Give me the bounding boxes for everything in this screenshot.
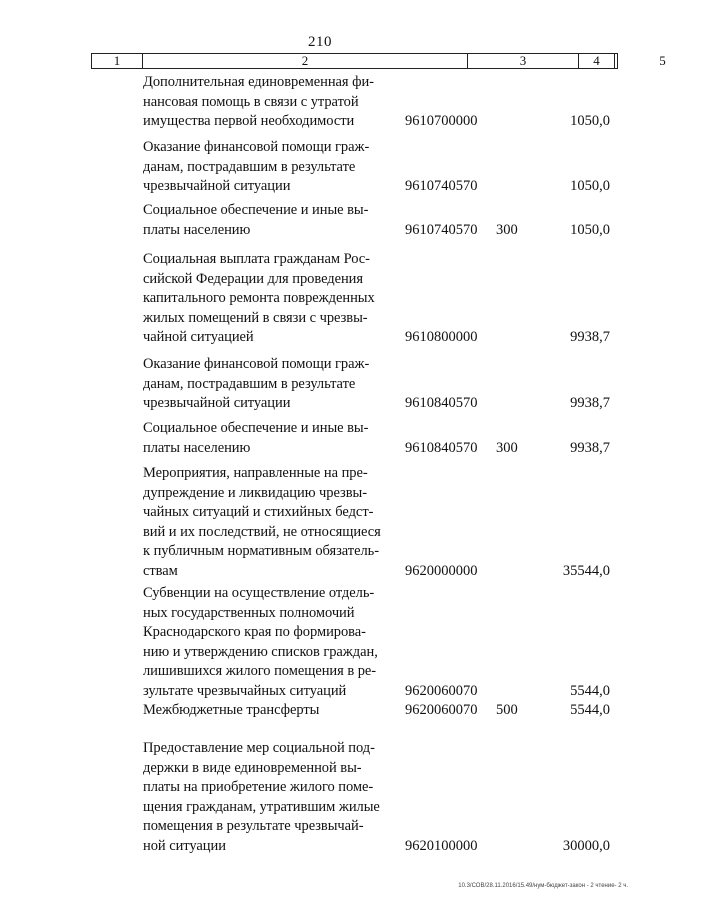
row-name-line: Социальная выплата гражданам Рос- <box>143 251 370 267</box>
row-name-line: Социальное обеспечение и иные вы- <box>143 202 369 218</box>
row-name-line: жилых помещений в связи с чрезвы- <box>143 309 368 326</box>
row-name-line: Оказание финансовой помощи граж- <box>143 139 370 155</box>
table-row <box>0 701 640 721</box>
row-expense-type: 300 <box>496 221 518 238</box>
row-name-line: Краснодарского края по формирова- <box>143 624 366 640</box>
row-amount: 5544,0 <box>570 682 610 699</box>
row-name <box>143 464 393 581</box>
row-name-line: Мероприятия, направленные на пре- <box>143 465 368 481</box>
row-name-line: к публичным нормативным обязатель- <box>143 543 379 559</box>
row-name-line: данам, пострадавшим в результате <box>143 375 356 392</box>
row-name <box>143 73 393 132</box>
row-amount: 1050,0 <box>570 113 610 129</box>
row-name-line: помещения в результате чрезвычай- <box>143 818 364 834</box>
row-name-line: ствам <box>143 562 178 579</box>
footer-doc-id: 10.3/СОВ/28.11.2016/15.49/нум-бюджет-закон - 2 чтение- 2 ч. <box>458 883 628 889</box>
row-amount: 1050,0 <box>570 178 610 194</box>
row-name-line: чайных ситуаций и стихийных бедст- <box>143 504 374 520</box>
header-col-1: 1 <box>113 53 121 68</box>
table-header-row <box>91 53 666 69</box>
row-amount: 9938,7 <box>570 395 610 411</box>
row-name-line: Оказание финансовой помощи граж- <box>143 356 370 372</box>
row-name-line: платы на приобретение жилого поме- <box>143 779 374 795</box>
row-name-line: Межбюджетные трансферты <box>143 702 320 718</box>
row-name <box>143 701 393 721</box>
row-name-line: нию и утверждению списков граждан, <box>143 643 378 660</box>
row-amount: 30000,0 <box>562 837 610 854</box>
row-code: 9610840570 <box>405 439 478 456</box>
row-name-line: платы населению <box>143 439 251 456</box>
row-name <box>143 419 393 458</box>
page-number: 210 <box>308 34 332 50</box>
row-code: 9620060070 <box>405 682 478 699</box>
table-row <box>0 250 640 348</box>
row-name-line: Дополнительная единовременная фи- <box>143 74 374 90</box>
row-amount: 9938,7 <box>570 329 610 345</box>
row-name-line: ных государственных полномочий <box>143 604 355 621</box>
row-code: 9620000000 <box>405 562 478 579</box>
row-name-line: щения гражданам, утратившим жилые <box>143 798 380 815</box>
table-row <box>0 419 640 458</box>
table-row <box>0 201 640 240</box>
row-name-line: платы населению <box>143 221 251 238</box>
row-amount: 1050,0 <box>570 221 610 238</box>
row-name-line: лишившихся жилого помещения в ре- <box>143 663 377 679</box>
row-amount: 35544,0 <box>562 562 610 579</box>
row-name <box>143 739 393 856</box>
row-name-line: капитального ремонта поврежденных <box>143 290 375 306</box>
row-name-line: данам, пострадавшим в результате <box>143 158 356 175</box>
row-expense-type: 500 <box>496 702 518 718</box>
row-name-line: Социальное обеспечение и иные вы- <box>143 420 369 436</box>
table-row <box>0 739 640 856</box>
row-code: 9610740570 <box>405 178 478 194</box>
table-row <box>0 584 640 701</box>
row-name-line: чайной ситуацией <box>143 329 254 345</box>
row-name-line: вий и их последствий, не относящиеся <box>143 523 381 540</box>
table-row <box>0 138 640 197</box>
header-col-4: 4 <box>593 53 600 68</box>
row-name-line: зультате чрезвычайных ситуаций <box>143 682 347 699</box>
row-code: 9620100000 <box>405 837 478 854</box>
row-name-line: ной ситуации <box>143 837 226 854</box>
row-name-line: сийской Федерации для проведения <box>143 270 364 287</box>
table-row <box>0 464 640 581</box>
header-col-5: 5 <box>659 53 666 68</box>
row-name-line: имущества первой необходимости <box>143 113 355 129</box>
row-code: 9610800000 <box>405 329 478 345</box>
row-code: 9610700000 <box>405 113 478 129</box>
row-name-line: чрезвычайной ситуации <box>143 395 291 411</box>
row-name-line: Предоставление мер социальной под- <box>143 740 375 756</box>
row-name-line: чрезвычайной ситуации <box>143 178 291 194</box>
row-name <box>143 584 393 701</box>
row-code: 9610740570 <box>405 221 478 238</box>
row-name-line: держки в виде единовременной вы- <box>143 759 362 776</box>
row-code: 9620060070 <box>405 702 478 718</box>
row-name-line: Субвенции на осуществление отдель- <box>143 585 375 601</box>
row-amount: 5544,0 <box>570 702 610 718</box>
row-name-line: дупреждение и ликвидацию чрезвы- <box>143 484 368 501</box>
table-row <box>0 73 640 132</box>
row-name-line: нансовая помощь в связи с утратой <box>143 93 359 110</box>
table-row <box>0 355 640 414</box>
header-col-3: 3 <box>519 53 527 68</box>
header-col-2: 2 <box>301 53 309 68</box>
row-amount: 9938,7 <box>570 439 610 456</box>
row-name <box>143 201 393 240</box>
row-name <box>143 355 393 414</box>
row-code: 9610840570 <box>405 395 478 411</box>
row-name <box>143 250 393 348</box>
row-name <box>143 138 393 197</box>
row-expense-type: 300 <box>496 439 518 456</box>
